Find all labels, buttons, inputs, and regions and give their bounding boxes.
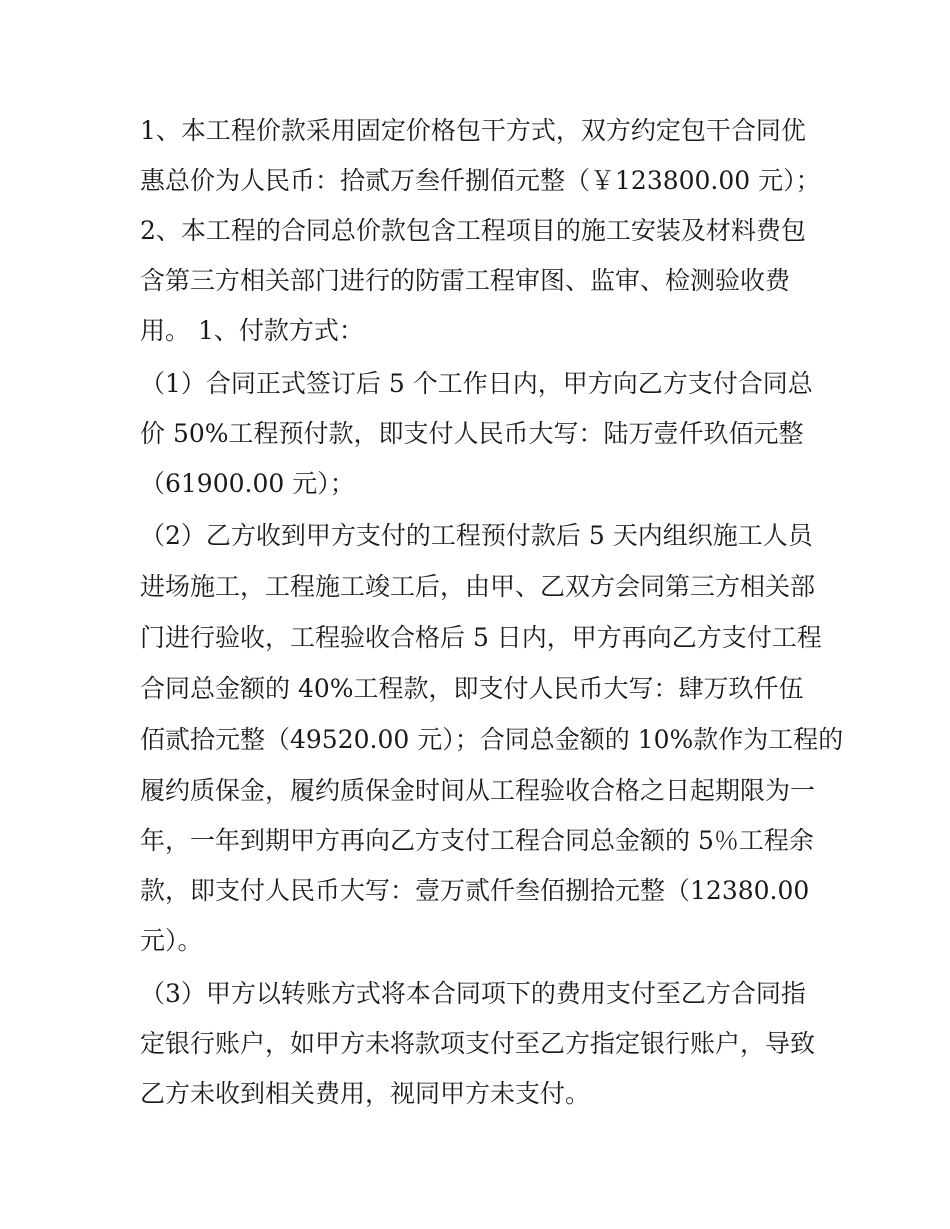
- text-line: 元）。: [140, 926, 203, 955]
- text-line: 进场施工，工程施工竣工后，由甲、乙双方会同第三方相关部: [140, 572, 816, 601]
- text-line: 1、本工程价款采用固定价格包干方式，双方约定包干合同优: [140, 116, 806, 145]
- text-line: （61900.00 元）；: [140, 469, 355, 498]
- text-line: 价 50%工程预付款，即支付人民币大写：陆万壹仟玖佰元整: [140, 419, 804, 448]
- text-line: 惠总价为人民币：拾贰万叁仟捌佰元整（￥123800.00 元）；: [140, 166, 821, 195]
- text-line: 款，即支付人民币大写：壹万贰仟叁佰捌拾元整（12380.00: [140, 876, 810, 905]
- text-line: 2、本工程的合同总价款包含工程项目的施工安装及材料费包: [140, 216, 806, 245]
- text-line: （3）甲方以转账方式将本合同项下的费用支付至乙方合同指: [140, 979, 806, 1008]
- text-line: 用。 1、付款方式：: [140, 316, 364, 345]
- text-line: 定银行账户，如甲方未将款项支付至乙方指定银行账户，导致: [140, 1029, 816, 1058]
- text-line: （2）乙方收到甲方支付的工程预付款后 5 天内组织施工人员: [140, 521, 813, 550]
- text-line: 合同总金额的 40%工程款，即支付人民币大写：肆万玖仟伍: [140, 674, 804, 703]
- text-line: 门进行验收，工程验收合格后 5 日内，甲方再向乙方支付工程: [140, 623, 822, 652]
- text-line: 年，一年到期甲方再向乙方支付工程合同总金额的 5％工程余: [140, 826, 814, 855]
- text-line: 含第三方相关部门进行的防雷工程审图、监审、检测验收费: [140, 266, 791, 295]
- text-line: 履约质保金，履约质保金时间从工程验收合格之日起期限为一: [140, 776, 816, 805]
- text-line: 佰贰拾元整（49520.00 元）；合同总金额的 10%款作为工程的: [140, 725, 844, 754]
- text-line: （1）合同正式签订后 5 个工作日内，甲方向乙方支付合同总: [140, 369, 813, 398]
- text-line: 乙方未收到相关费用，视同甲方未支付。: [140, 1079, 591, 1108]
